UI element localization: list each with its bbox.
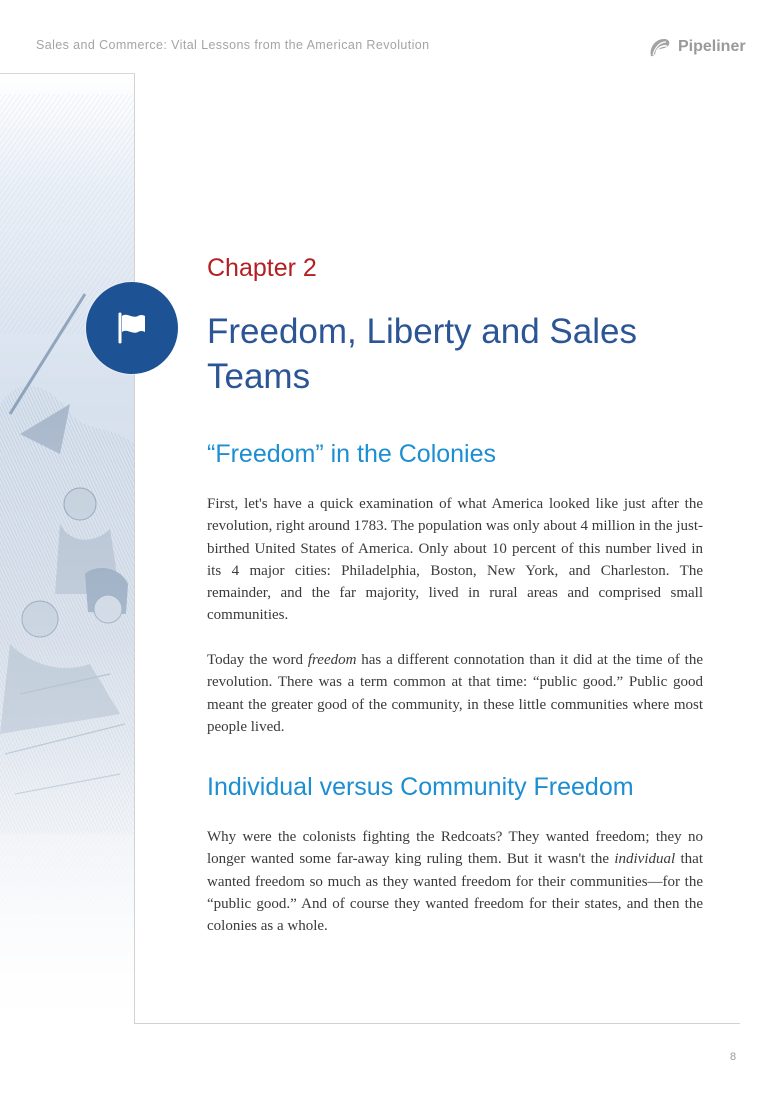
paragraph-text: Why were the colonists fighting the Redcoats? They wanted freedom; they no longer wanted some far-away king ruling them. But it wasn't the xyxy=(207,829,703,868)
chapter-title xyxy=(207,309,707,399)
chapter-badge xyxy=(86,282,178,374)
body-paragraph xyxy=(207,649,703,738)
frame-left-border xyxy=(134,74,135,1024)
revolution-engraving-image xyxy=(0,74,134,1024)
chapter-title-line-2: Teams xyxy=(207,357,311,396)
pipeliner-logo xyxy=(647,35,746,59)
paragraph-text: that wanted freedom so much as they wanted freedom for their communities—for the “public good.” And of course they wanted freedom for their states, and then the colonies as a whole. xyxy=(207,851,703,935)
page-number: 8 xyxy=(730,1051,737,1063)
section-heading-individual-community: Individual versus Community Freedom xyxy=(207,773,634,801)
running-header-title: Sales and Commerce: Vital Lessons from the American Revolution xyxy=(36,38,430,52)
pipeliner-logo-icon xyxy=(647,36,673,58)
frame-bottom-border xyxy=(134,1023,740,1024)
chapter-title-line-1: Freedom, Liberty and Sales xyxy=(207,312,637,351)
emphasized-word: individual xyxy=(614,851,676,868)
logo-wordmark: Pipeliner xyxy=(678,38,746,55)
body-paragraph: First, let's have a quick examination of what America looked like just after the revolution, right around 1783. The population was only about 4 million in the just-birthed United States of America. Only about 10 percent of this number lived in its 4 major cities: Philadelphia, Boston, New York, and Charleston. The remainder, and the far majority, lived in rural areas and comprised small communities. xyxy=(207,496,703,624)
flag-icon xyxy=(112,308,152,348)
emphasized-word: freedom xyxy=(307,652,357,668)
body-paragraph xyxy=(207,826,703,937)
paragraph-text: Today the word xyxy=(207,652,308,668)
paragraph-text: has a different connotation than it did at the time of the revolution. There was a term common at that time: “public good.” Public good meant the greater good of the community, in these little communities where most people lived. xyxy=(207,652,703,735)
chapter-number: Chapter 2 xyxy=(207,254,317,282)
section-heading-freedom-colonies: “Freedom” in the Colonies xyxy=(207,440,497,468)
